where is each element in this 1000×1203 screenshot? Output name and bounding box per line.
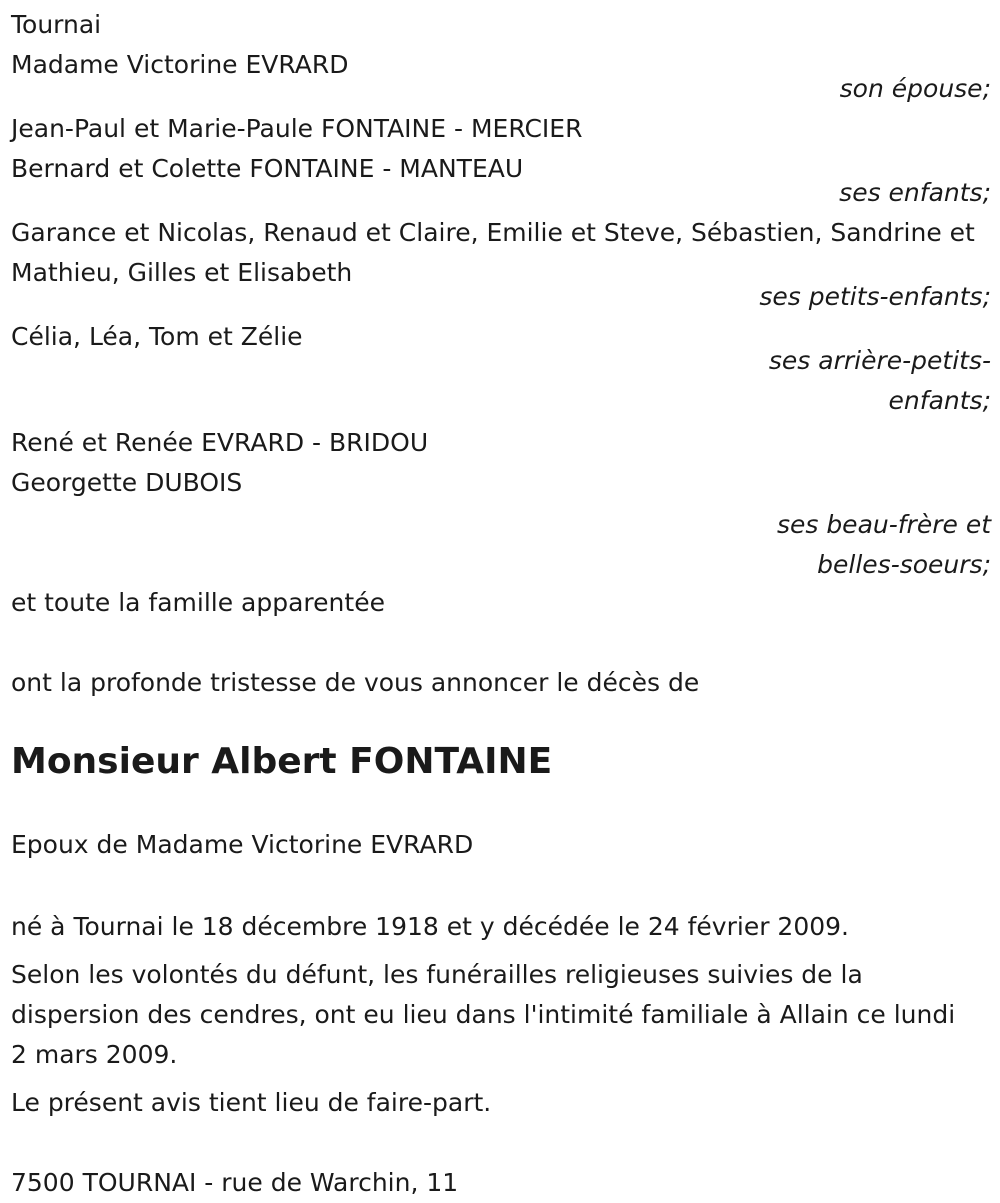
- great-grandchildren-role: ses arrière-petits-enfants;: [768, 346, 991, 415]
- obituary-notice: [11, 5, 991, 1203]
- great-grandchildren-names: Célia, Léa, Tom et Zélie: [11, 322, 303, 351]
- spouse-of: Epoux de Madame Victorine EVRARD: [11, 830, 474, 859]
- spouse-role: son épouse;: [839, 74, 991, 103]
- children-role: ses enfants;: [839, 178, 991, 207]
- announcement-intro: ont la profonde tristesse de vous annoncer le décès de: [11, 668, 700, 697]
- in-law-line: Georgette DUBOIS: [11, 468, 243, 497]
- child-line: Jean-Paul et Marie-Paule FONTAINE - MERCIER: [11, 114, 583, 143]
- in-laws-role: ses beau-frère et belles-soeurs;: [776, 510, 991, 579]
- family-text: et toute la famille apparentée: [11, 588, 385, 617]
- spouse-name: Madame Victorine EVRARD: [11, 50, 349, 79]
- deceased-name: Monsieur Albert FONTAINE: [11, 741, 553, 782]
- address: 7500 TOURNAI - rue de Warchin, 11: [11, 1168, 459, 1197]
- city: Tournai: [11, 10, 102, 39]
- born-died: né à Tournai le 18 décembre 1918 et y décédée le 24 février 2009.: [11, 912, 849, 941]
- grandchildren-names: Garance et Nicolas, Renaud et Claire, Emilie et Steve, Sébastien, Sandrine et Mathieu, Gilles et Elisabeth: [11, 218, 975, 287]
- grandchildren-role: ses petits-enfants;: [759, 282, 991, 311]
- notice-text: Le présent avis tient lieu de faire-part.: [11, 1088, 492, 1117]
- in-law-line: René et Renée EVRARD - BRIDOU: [11, 428, 429, 457]
- child-line: Bernard et Colette FONTAINE - MANTEAU: [11, 154, 524, 183]
- funeral-details: Selon les volontés du défunt, les funérailles religieuses suivies de la dispersion des cendres, ont eu lieu dans l'intimité familiale à Allain ce lundi 2 mars 2009.: [11, 960, 956, 1069]
